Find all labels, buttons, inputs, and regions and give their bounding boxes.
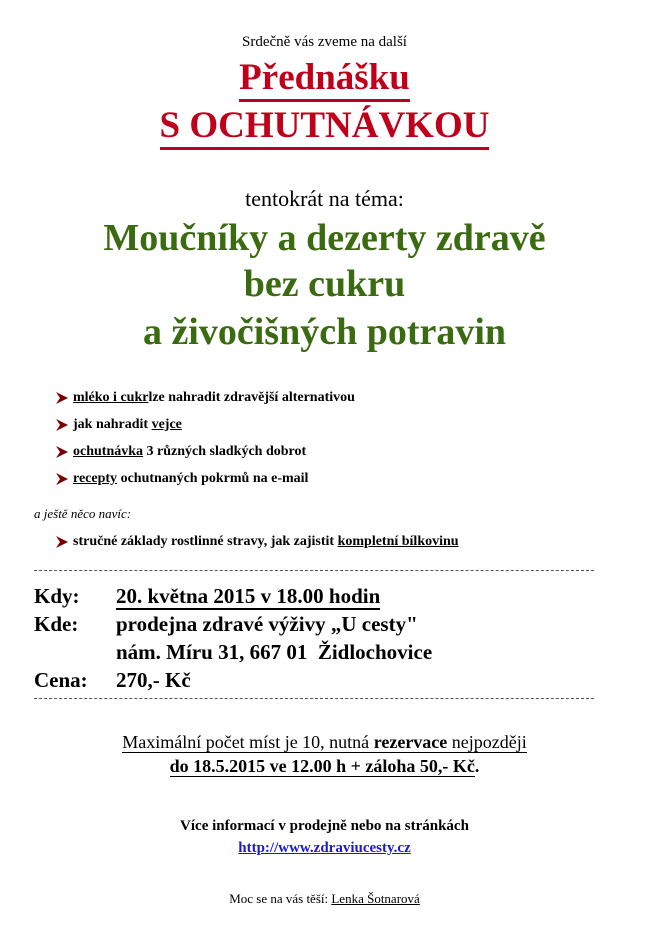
signoff: Moc se na vás těší: Lenka Šotnarová — [229, 891, 420, 906]
extra-label: a ještě něco navíc: — [34, 506, 132, 521]
extra-text: stručné základy rostlinné stravy, jak zajistit — [73, 533, 338, 549]
topic-line-1: Moučníky a dezerty zdravě — [103, 217, 546, 259]
bullet-highlight: mléko i cukr — [73, 389, 149, 405]
info-where-row — [34, 610, 432, 638]
bullet-text: ochutnaných pokrmů na e-mail — [117, 470, 309, 486]
website-link[interactable]: http://www.zdraviucesty.cz — [238, 840, 411, 856]
price-value: 270,- Kč — [116, 667, 191, 692]
topic-label: tentokrát na téma: — [245, 186, 404, 211]
extra-highlight: kompletní bílkovinu — [337, 533, 459, 549]
where-value-2: nám. Míru 31, 667 01 Židlochovice — [116, 639, 433, 664]
arrow-bullet-icon — [55, 472, 69, 486]
reservation-keyword: rezervace — [373, 732, 448, 752]
info-price-row — [34, 666, 432, 694]
info-address-row — [34, 638, 432, 666]
bullet-text: 3 různých sladkých dobrot — [143, 443, 307, 459]
signoff-name: Lenka Šotnarová — [331, 891, 420, 906]
where-label: Kde: — [34, 611, 79, 636]
bullet-highlight: vejce — [151, 416, 182, 432]
reservation-line-2: do 18.5.2015 ve 12.00 h + záloha 50,- Kč. — [169, 756, 480, 776]
topic-line-3: a živočišných potravin — [142, 311, 507, 353]
more-info-text: Více informací v prodejně nebo na stránkách — [180, 818, 469, 834]
list-item — [55, 438, 355, 465]
list-item — [55, 384, 355, 411]
arrow-bullet-icon — [55, 391, 69, 405]
bullet-list — [55, 384, 355, 492]
when-label: Kdy: — [34, 583, 80, 608]
extra-item — [55, 528, 459, 555]
topic-line-2: bez cukru — [243, 263, 406, 305]
where-value-1: prodejna zdravé výživy „U cesty" — [116, 611, 418, 636]
price-label: Cena: — [34, 667, 88, 692]
arrow-bullet-icon — [55, 445, 69, 459]
info-when-row — [34, 582, 432, 610]
bullet-text: jak nahradit — [73, 416, 152, 432]
event-info — [34, 582, 432, 694]
bullet-highlight: recepty — [73, 470, 118, 486]
intro-text: Srdečně vás zveme na další — [242, 34, 407, 50]
reservation-line-1: Maximální počet míst je 10, nutná rezervace nejpozději — [122, 732, 527, 752]
bullet-text: lze nahradit zdravější alternativou — [148, 389, 355, 405]
title-line-2: S OCHUTNÁVKOU — [0, 106, 649, 147]
bullet-highlight: ochutnávka — [73, 443, 144, 459]
divider-top — [34, 570, 594, 571]
list-item — [55, 411, 355, 438]
divider-bottom — [34, 698, 594, 699]
when-value: 20. května 2015 v 18.00 hodin — [116, 583, 381, 608]
arrow-bullet-icon — [55, 418, 69, 432]
list-item — [55, 465, 355, 492]
title-line-1: Přednášku — [0, 58, 649, 99]
arrow-bullet-icon — [55, 535, 69, 549]
